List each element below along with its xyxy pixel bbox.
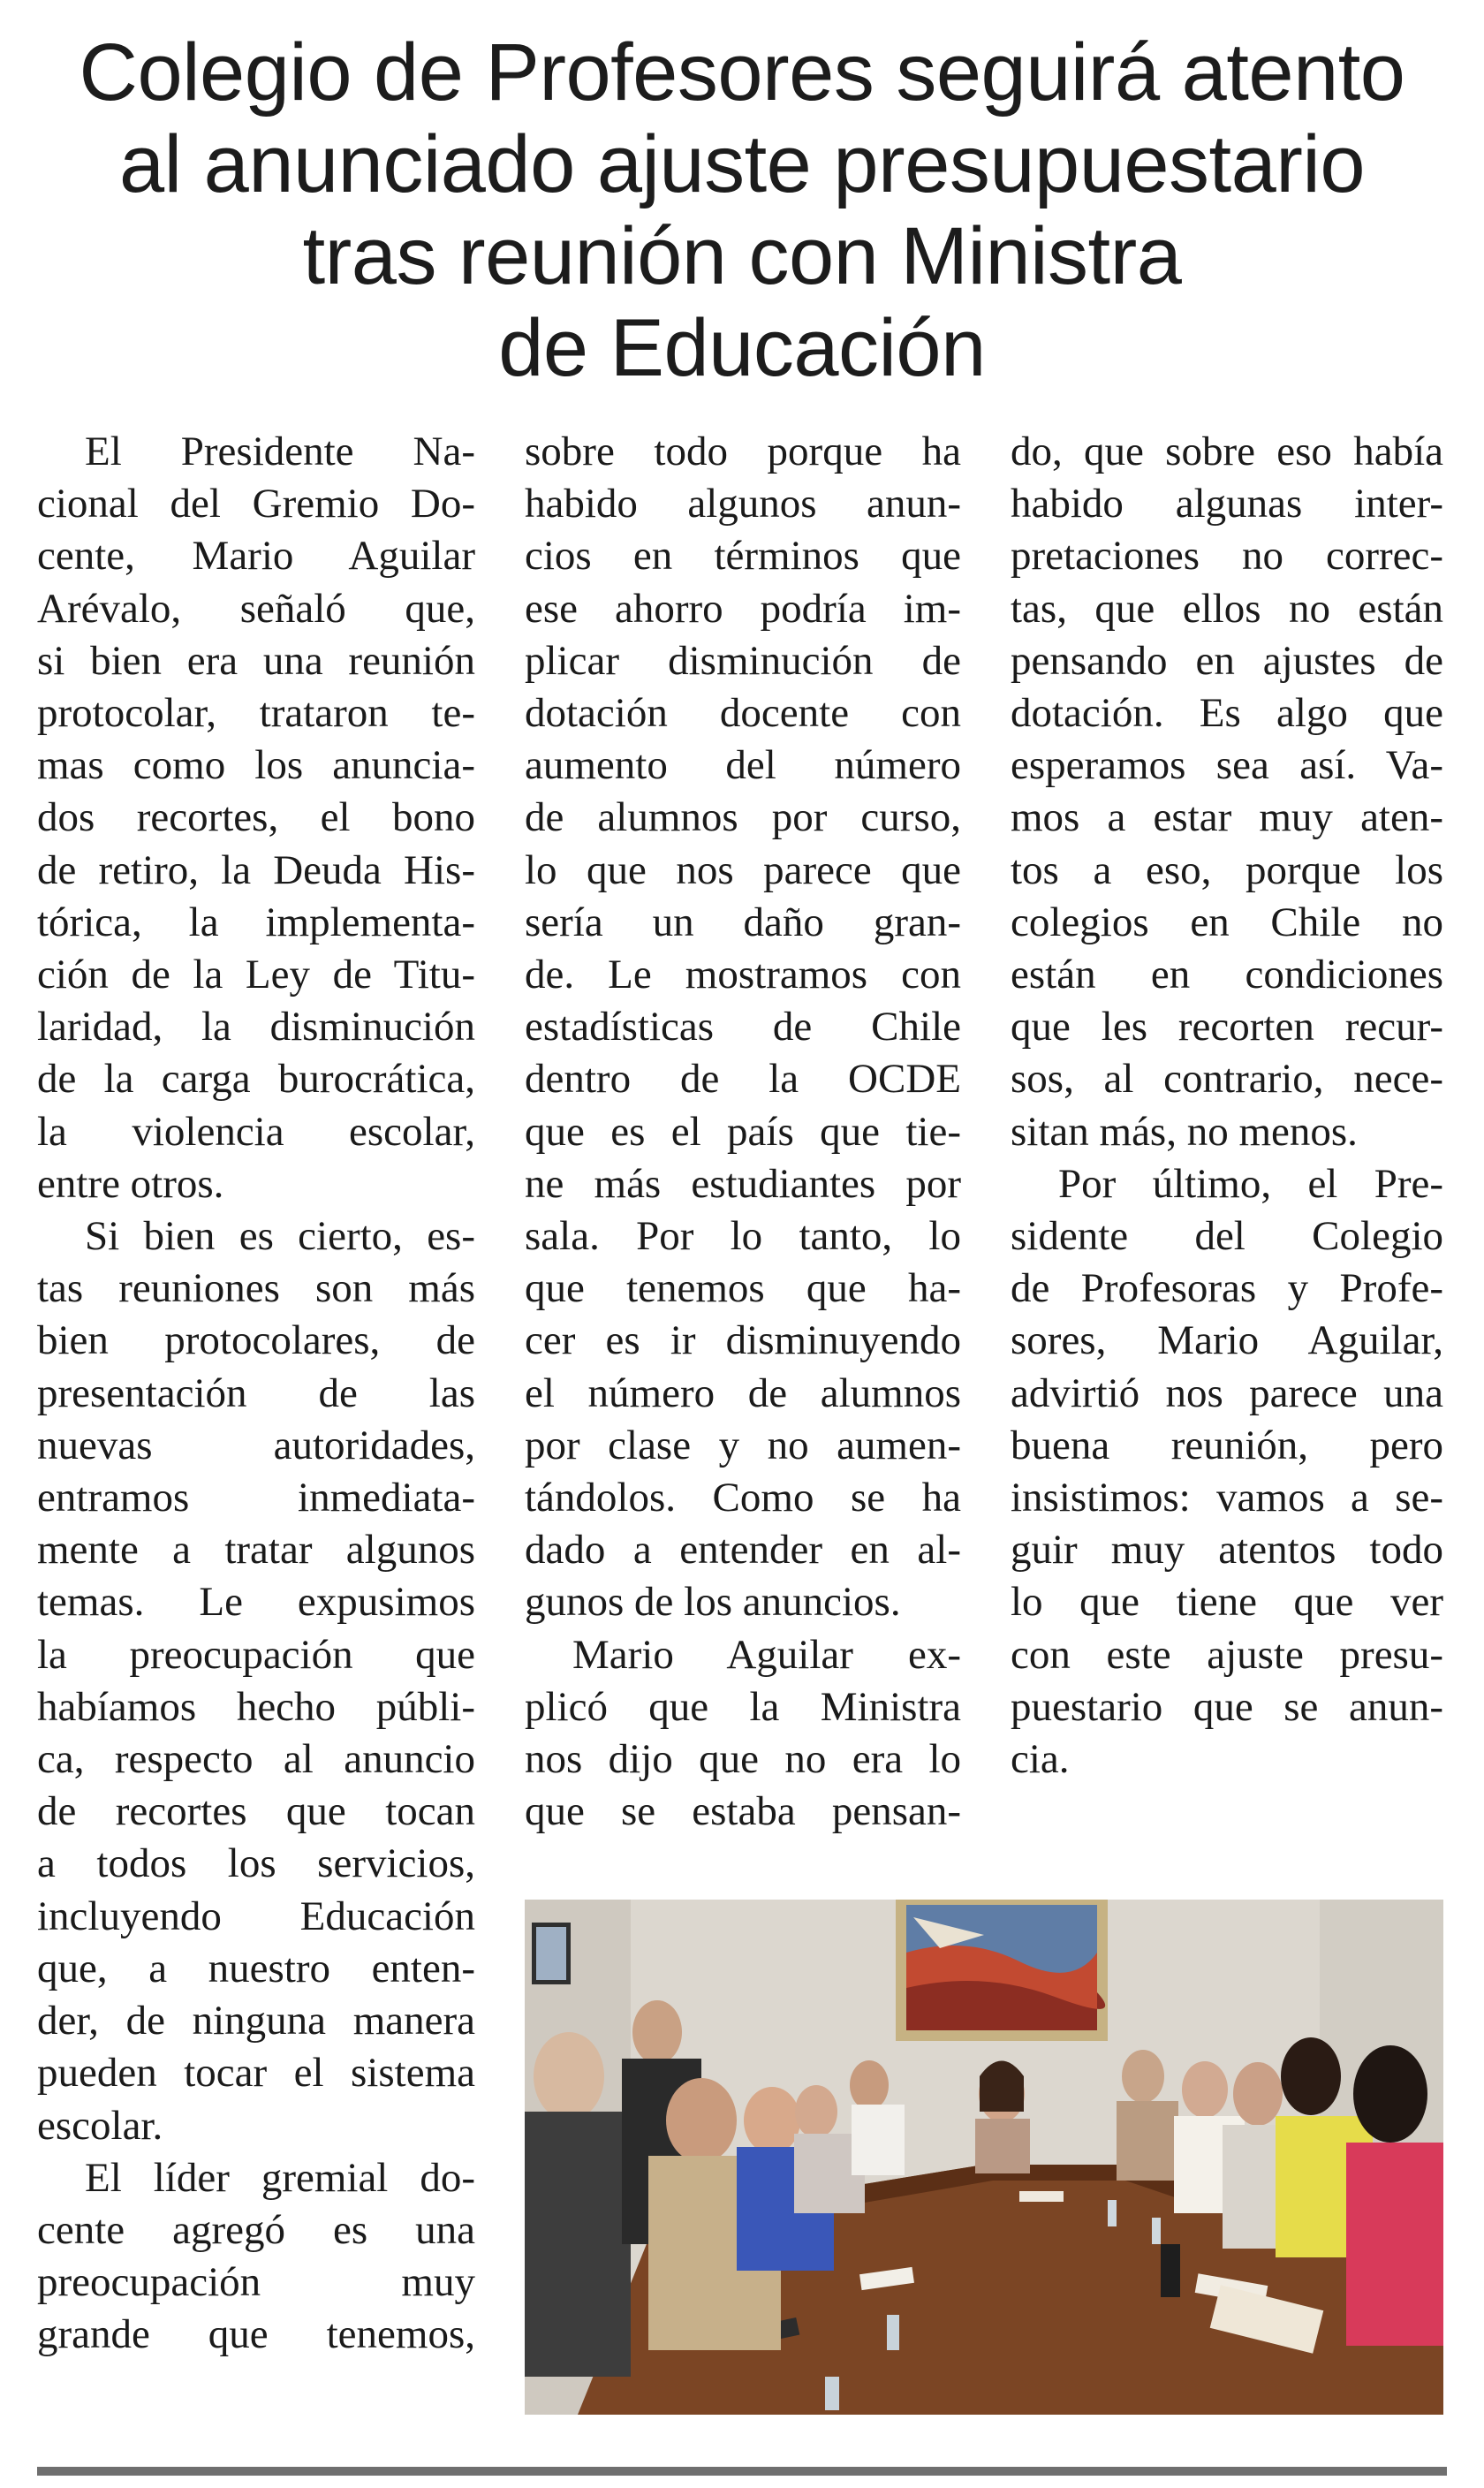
headline-line: tras reunión con Ministra — [302, 211, 1182, 301]
article-text-line: tándolos. Como se ha — [525, 1475, 961, 1521]
article-text-line: colegios en Chile no — [1011, 899, 1443, 945]
page-bottom-rule — [37, 2467, 1447, 2476]
article-text-line: pretaciones no correc- — [1011, 533, 1443, 580]
article-column-1 — [37, 426, 475, 2362]
article-text-line: ne más estudiantes por — [525, 1160, 961, 1207]
article-text-line: escolar. — [37, 2102, 163, 2149]
article-paragraph — [1011, 1158, 1443, 1786]
article-text-line: Por último, el Pre- — [1058, 1160, 1443, 1207]
article-text-line: que se estaba pensan- — [525, 1788, 961, 1835]
article-text-line: la violencia escolar, — [37, 1108, 475, 1155]
article-text-line: que les recorten recur- — [1011, 1004, 1443, 1051]
article-text-line: gunos de los anuncios. — [525, 1579, 901, 1626]
article-text-line: ese ahorro podría im- — [525, 585, 961, 632]
article-text-line: están en condiciones — [1011, 952, 1443, 998]
headline-line: al anunciado ajuste presupuestario — [119, 119, 1365, 209]
article-text-line: buena reunión, pero — [1011, 1422, 1443, 1468]
article-text-line: que, a nuestro enten- — [37, 1945, 475, 1991]
article-paragraph — [37, 1210, 475, 2152]
article-text-line: por clase y no aumen- — [525, 1422, 961, 1468]
article-text-line: do, que sobre eso había — [1011, 429, 1443, 474]
article-paragraph — [525, 426, 961, 1629]
article-text-line: aumento del número — [525, 742, 961, 789]
article-text-line: pueden tocar el sistema — [37, 2050, 475, 2097]
article-text-line: dotación. Es algo que — [1011, 690, 1443, 737]
article-text-line: sobre todo porque ha — [525, 429, 961, 474]
article-text-line: tas, que ellos no están — [1011, 585, 1443, 632]
article-text-line: presentación de las — [37, 1369, 475, 1416]
meeting-photo-illustration — [525, 1900, 1443, 2415]
article-text-line: ca, respecto al anuncio — [37, 1736, 475, 1783]
article-text-line: tórica, la implementa- — [37, 899, 475, 945]
article-text-line: entre otros. — [37, 1160, 224, 1207]
article-text-line: habido algunas inter- — [1011, 481, 1443, 527]
article-text-line: de la carga burocrática, — [37, 1056, 475, 1103]
headline-line: de Educación — [498, 303, 986, 393]
article-text-line: tos a eso, porque los — [1011, 846, 1443, 893]
article-text-line: sos, al contrario, nece- — [1011, 1056, 1443, 1103]
article-text-line: sidente del Colegio — [1011, 1213, 1443, 1260]
article-paragraph — [37, 2152, 475, 2362]
article-text-line: bien protocolares, de — [37, 1317, 475, 1364]
article-text-line: dentro de la OCDE — [525, 1056, 961, 1103]
article-text-line: que tenemos que ha- — [525, 1265, 961, 1312]
article-text-line: cente, Mario Aguilar — [37, 533, 475, 580]
article-text-line: de. Le mostramos con — [525, 952, 961, 998]
article-text-line: de retiro, la Deuda His- — [37, 846, 475, 893]
article-text-line: el número de alumnos — [525, 1369, 961, 1416]
article-text-line: de recortes que tocan — [37, 1788, 475, 1835]
article-text-line: puestario que se anun- — [1011, 1683, 1443, 1730]
article-paragraph — [525, 1629, 961, 1839]
article-column-3 — [1011, 426, 1443, 1786]
article-text-line: de alumnos por curso, — [525, 794, 961, 841]
article-text-line: preocupación muy — [37, 2259, 475, 2306]
article-text-line: ción de la Ley de Titu- — [37, 952, 475, 998]
article-text-line: habido algunos anun- — [525, 481, 961, 527]
article-text-line: cente agregó es una — [37, 2206, 475, 2253]
article-text-line: sitan más, no menos. — [1011, 1108, 1358, 1155]
article-text-line: El líder gremial do- — [85, 2154, 475, 2201]
article-text-line: nuevas autoridades, — [37, 1422, 475, 1468]
article-text-line: tas reuniones son más — [37, 1265, 475, 1312]
article-paragraph — [1011, 426, 1443, 1158]
article-text-line: mos a estar muy aten- — [1011, 794, 1443, 841]
headline-line: Colegio de Profesores seguirá atento — [79, 27, 1405, 118]
article-text-line: a todos los servicios, — [37, 1840, 475, 1887]
article-headline — [18, 27, 1466, 394]
article-text-line: der, de ninguna manera — [37, 1998, 475, 2044]
article-text-line: grande que tenemos, — [37, 2311, 475, 2358]
article-text-line: sala. Por lo tanto, lo — [525, 1213, 961, 1260]
article-text-line: advirtió nos parece una — [1011, 1369, 1443, 1416]
article-text-line: estadísticas de Chile — [525, 1004, 961, 1051]
article-text-line: laridad, la disminución — [37, 1004, 475, 1051]
article-text-line: incluyendo Educación — [37, 1893, 475, 1939]
article-text-line: lo que nos parece que — [525, 846, 961, 893]
article-text-line: cional del Gremio Do- — [37, 481, 475, 527]
article-text-line: dado a entender en al- — [525, 1527, 961, 1574]
article-text-line: con este ajuste presu- — [1011, 1631, 1443, 1678]
article-text-line: la preocupación que — [37, 1631, 475, 1678]
article-text-line: que es el país que tie- — [525, 1108, 961, 1155]
article-text-line: Si bien es cierto, es- — [85, 1213, 475, 1260]
meeting-photo — [525, 1900, 1443, 2415]
article-text-line: dotación docente con — [525, 690, 961, 737]
article-text-line: dos recortes, el bono — [37, 794, 475, 841]
article-text-line: de Profesoras y Profe- — [1011, 1265, 1443, 1312]
article-text-line: plicó que la Ministra — [525, 1683, 961, 1730]
article-text-line: protocolar, trataron te- — [37, 690, 475, 737]
article-text-line: lo que tiene que ver — [1011, 1579, 1443, 1626]
article-text-line: temas. Le expusimos — [37, 1579, 475, 1626]
article-text-line: cer es ir disminuyendo — [525, 1317, 961, 1364]
article-paragraph — [37, 426, 475, 1210]
article-text-line: Arévalo, señaló que, — [37, 585, 475, 632]
article-text-line: cios en términos que — [525, 533, 961, 580]
article-text-line: esperamos sea así. Va- — [1011, 742, 1443, 789]
article-text-line: plicar disminución de — [525, 637, 961, 684]
article-text-line: mas como los anuncia- — [37, 742, 475, 789]
article-text-line: Mario Aguilar ex- — [572, 1631, 961, 1678]
article-text-line: pensando en ajustes de — [1011, 637, 1443, 684]
article-column-2 — [525, 426, 961, 1838]
article-text-line: si bien era una reunión — [37, 637, 475, 684]
article-text-line: habíamos hecho públi- — [37, 1683, 475, 1730]
article-text-line: mente a tratar algunos — [37, 1527, 475, 1574]
article-text-line: guir muy atentos todo — [1011, 1527, 1443, 1574]
article-text-line: insistimos: vamos a se- — [1011, 1475, 1443, 1521]
article-text-line: entramos inmediata- — [37, 1475, 475, 1521]
article-text-line: nos dijo que no era lo — [525, 1736, 961, 1783]
article-text-line: El Presidente Na- — [85, 429, 475, 474]
article-text-line: cia. — [1011, 1736, 1070, 1783]
article-text-line: sores, Mario Aguilar, — [1011, 1317, 1443, 1364]
article-text-line: sería un daño gran- — [525, 899, 961, 945]
